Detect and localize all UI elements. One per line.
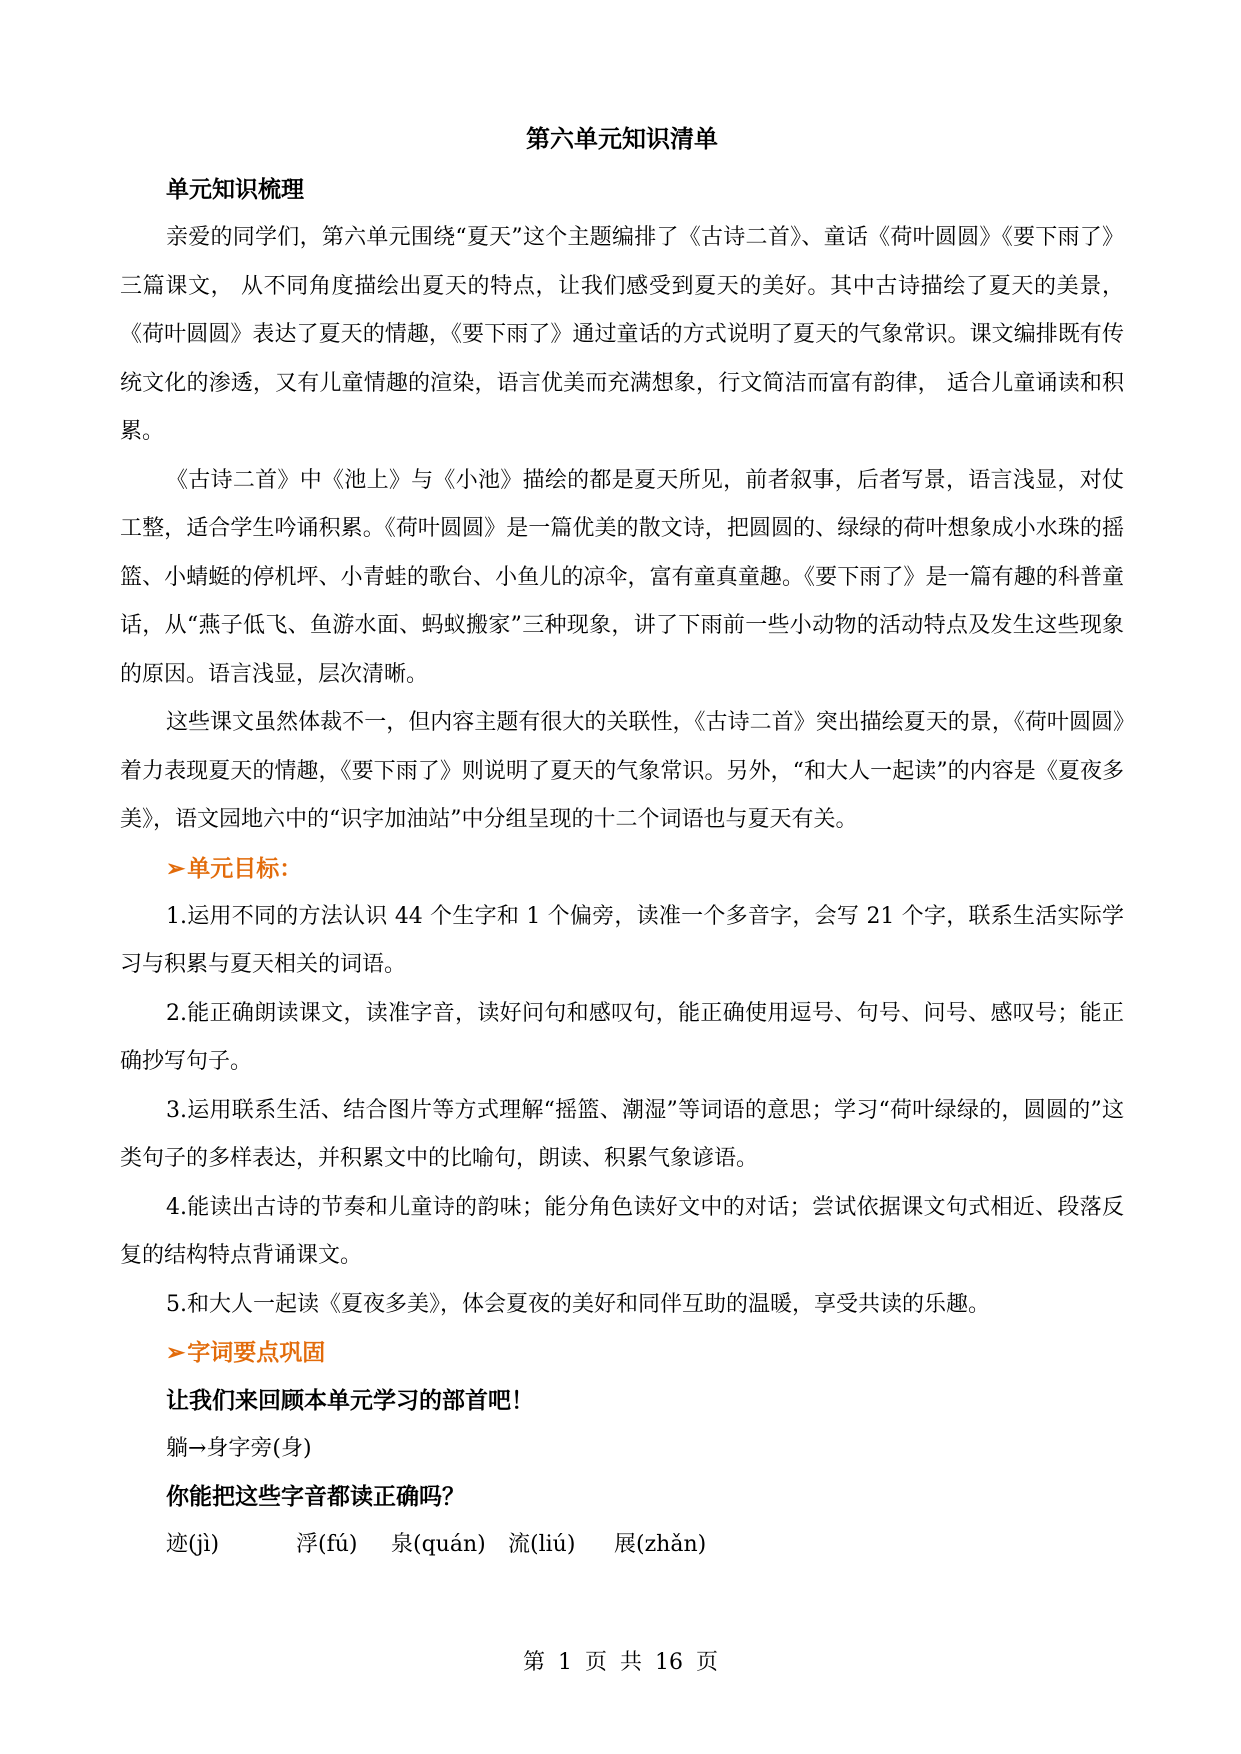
goal-item: 2.能正确朗读课文，读准字音，读好问句和感叹句，能正确使用逗号、句号、问号、感叹号；能正确抄写句子。	[120, 1000, 1124, 1074]
document-body	[120, 118, 1124, 1569]
vocab-heading-text: 字词要点巩固	[187, 1339, 326, 1366]
section-heading-vocab	[120, 1329, 1124, 1377]
section-heading-goals	[120, 845, 1124, 893]
arrow-bullet-icon: ➢	[166, 854, 186, 882]
radical-prompt: 让我们来回顾本单元学习的部首吧！	[166, 1387, 534, 1414]
document-title: 第六单元知识清单	[526, 124, 718, 153]
pinyin-item: 泉(quán)	[391, 1532, 486, 1557]
pinyin-item: 流(liú)	[508, 1532, 576, 1557]
goal-item: 4.能读出古诗的节奏和儿童诗的韵味；能分角色读好文中的对话；尝试依据课文句式相近、段落反复的结构特点背诵课文。	[120, 1194, 1124, 1268]
pinyin-list	[120, 1521, 1124, 1569]
pinyin-item: 展(zhǎn)	[614, 1532, 707, 1557]
pronounce-prompt: 你能把这些字音都读正确吗？	[166, 1483, 465, 1510]
radical-example: 躺→身字旁(身)	[166, 1436, 312, 1461]
arrow-bullet-icon: ➢	[166, 1339, 186, 1366]
goal-item: 1.运用不同的方法认识 44 个生字和 1 个偏旁，读准一个多音字，会写 21 个字，联系生活实际学习与积累与夏天相关的词语。	[120, 903, 1124, 977]
page-number-footer: 第 1 页 共 16 页	[523, 1650, 718, 1675]
paragraph-poems: 《古诗二首》中《池上》与《小池》描绘的都是夏天所见，前者叙事，后者写景，语言浅显，对仗工整，适合学生吟诵积累。《荷叶圆圆》是一篇优美的散文诗，把圆圆的、绿绿的荷叶想象成小水珠的摇篮、小蜻蜓的停机坪、小青蛙的歌台、小鱼儿的凉伞，富有童真童趣。《要下雨了》是一篇有趣的科普童话，从“燕子低飞、鱼游水面、蚂蚁搬家”三种现象，讲了下雨前一些小动物的活动特点及发生这些现象的原因。语言浅显，层次清晰。	[120, 467, 1124, 687]
goals-heading-text: 单元目标：	[187, 854, 303, 882]
pinyin-item: 迹(jì)	[166, 1532, 220, 1557]
goal-item: 5.和大人一起读《夏夜多美》，体会夏夜的美好和同伴互助的温暖，享受共读的乐趣。	[166, 1291, 990, 1317]
paragraph-intro: 亲爱的同学们，第六单元围绕“夏天”这个主题编排了《古诗二首》、童话《荷叶圆圆》《要下雨了》三篇课文， 从不同角度描绘出夏天的特点，让我们感受到夏天的美好。其中古诗描绘了夏天的美景，《荷叶圆圆》表达了夏天的情趣，《要下雨了》通过童话的方式说明了夏天的气象常识。课文编排既有传统文化的渗透，又有儿童情趣的渲染，语言优美而充满想象，行文简洁而富有韵律， 适合儿童诵读和积累。	[120, 225, 1124, 444]
paragraph-relation: 这些课文虽然体裁不一，但内容主题有很大的关联性，《古诗二首》突出描绘夏天的景，《荷叶圆圆》着力表现夏天的情趣，《要下雨了》则说明了夏天的气象常识。另外，“和大人一起读”的内容是《夏夜多美》，语文园地六中的“识字加油站”中分组呈现的十二个词语也与夏天有关。	[120, 710, 1124, 832]
section-heading-overview: 单元知识梳理	[166, 176, 304, 203]
goal-item: 3.运用联系生活、结合图片等方式理解“摇篮、潮湿”等词语的意思；学习“荷叶绿绿的，圆圆的”这类句子的多样表达，并积累文中的比喻句，朗读、积累气象谚语。	[120, 1097, 1124, 1171]
pinyin-item: 浮(fú)	[296, 1532, 358, 1557]
